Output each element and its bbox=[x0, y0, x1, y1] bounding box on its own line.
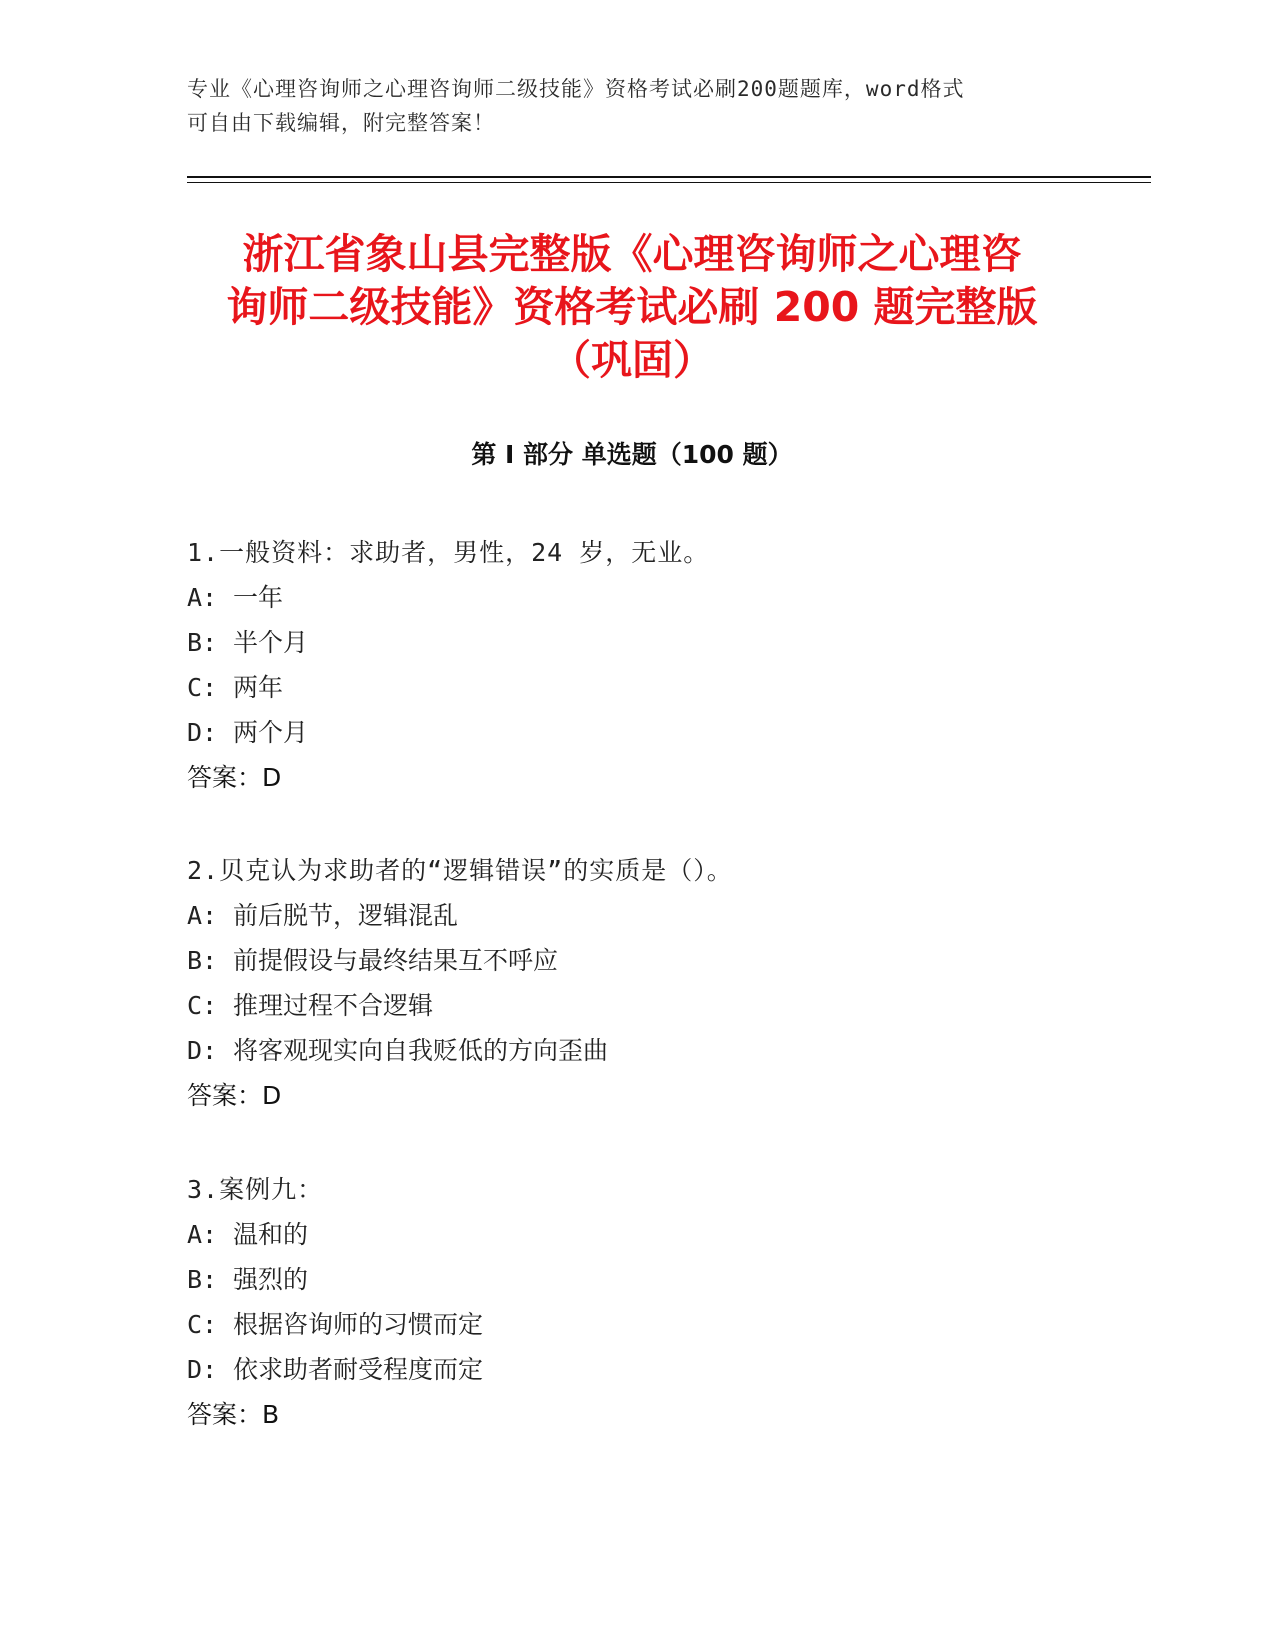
question-2 bbox=[187, 848, 1087, 1118]
title-line-2: 询师二级技能》资格考试必刷 200 题完整版 bbox=[226, 283, 1038, 331]
option-text: 半个月 bbox=[233, 628, 309, 657]
option-letter: D: bbox=[187, 718, 218, 747]
question-1 bbox=[187, 530, 1087, 800]
question-stem: 3.案例九： bbox=[187, 1175, 324, 1204]
option-a bbox=[187, 893, 1087, 938]
option-b bbox=[187, 1257, 1087, 1302]
header-note bbox=[187, 72, 1067, 140]
option-letter: D: bbox=[187, 1036, 218, 1065]
option-text: 一年 bbox=[233, 583, 284, 612]
option-d bbox=[187, 1347, 1087, 1392]
option-c bbox=[187, 1302, 1087, 1347]
answer: 答案：D bbox=[187, 1081, 282, 1110]
option-text: 两年 bbox=[233, 673, 284, 702]
question-3 bbox=[187, 1167, 1087, 1437]
option-text: 将客观现实向自我贬低的方向歪曲 bbox=[233, 1036, 609, 1065]
question-stem: 2.贝克认为求助者的“逻辑错误”的实质是（）。 bbox=[187, 856, 733, 885]
option-letter: D: bbox=[187, 1355, 218, 1384]
option-text: 两个月 bbox=[233, 718, 309, 747]
option-d bbox=[187, 1028, 1087, 1073]
header-rule-thin bbox=[187, 182, 1151, 183]
option-d bbox=[187, 710, 1087, 755]
option-b bbox=[187, 938, 1087, 983]
option-letter: A: bbox=[187, 1220, 218, 1249]
option-letter: B: bbox=[187, 628, 218, 657]
option-text: 前后脱节，逻辑混乱 bbox=[233, 901, 459, 930]
option-text: 根据咨询师的习惯而定 bbox=[233, 1310, 484, 1339]
option-letter: B: bbox=[187, 946, 218, 975]
option-letter: C: bbox=[187, 673, 218, 702]
option-a bbox=[187, 575, 1087, 620]
option-text: 温和的 bbox=[233, 1220, 309, 1249]
option-text: 推理过程不合逻辑 bbox=[233, 991, 434, 1020]
option-letter: C: bbox=[187, 991, 218, 1020]
title-line-1: 浙江省象山县完整版《心理咨询师之心理咨 bbox=[242, 230, 1022, 278]
option-c bbox=[187, 665, 1087, 710]
option-a bbox=[187, 1212, 1087, 1257]
header-note-line-1: 专业《心理咨询师之心理咨询师二级技能》资格考试必刷200题题库，word格式 bbox=[187, 77, 965, 101]
header-note-line-2: 可自由下载编辑，附完整答案！ bbox=[187, 111, 495, 135]
option-text: 依求助者耐受程度而定 bbox=[233, 1355, 484, 1384]
question-stem: 1.一般资料：求助者，男性，24 岁，无业。 bbox=[187, 538, 710, 567]
option-letter: A: bbox=[187, 901, 218, 930]
document-title bbox=[187, 228, 1077, 387]
option-c bbox=[187, 983, 1087, 1028]
option-text: 前提假设与最终结果互不呼应 bbox=[233, 946, 559, 975]
option-text: 强烈的 bbox=[233, 1265, 309, 1294]
option-letter: C: bbox=[187, 1310, 218, 1339]
option-letter: A: bbox=[187, 583, 218, 612]
answer: 答案：B bbox=[187, 1400, 280, 1429]
option-b bbox=[187, 620, 1087, 665]
header-rule-thick bbox=[187, 176, 1151, 178]
section-heading: 第 I 部分 单选题（100 题） bbox=[471, 440, 793, 469]
option-letter: B: bbox=[187, 1265, 218, 1294]
title-line-3: （巩固） bbox=[550, 336, 714, 384]
answer: 答案：D bbox=[187, 763, 282, 792]
